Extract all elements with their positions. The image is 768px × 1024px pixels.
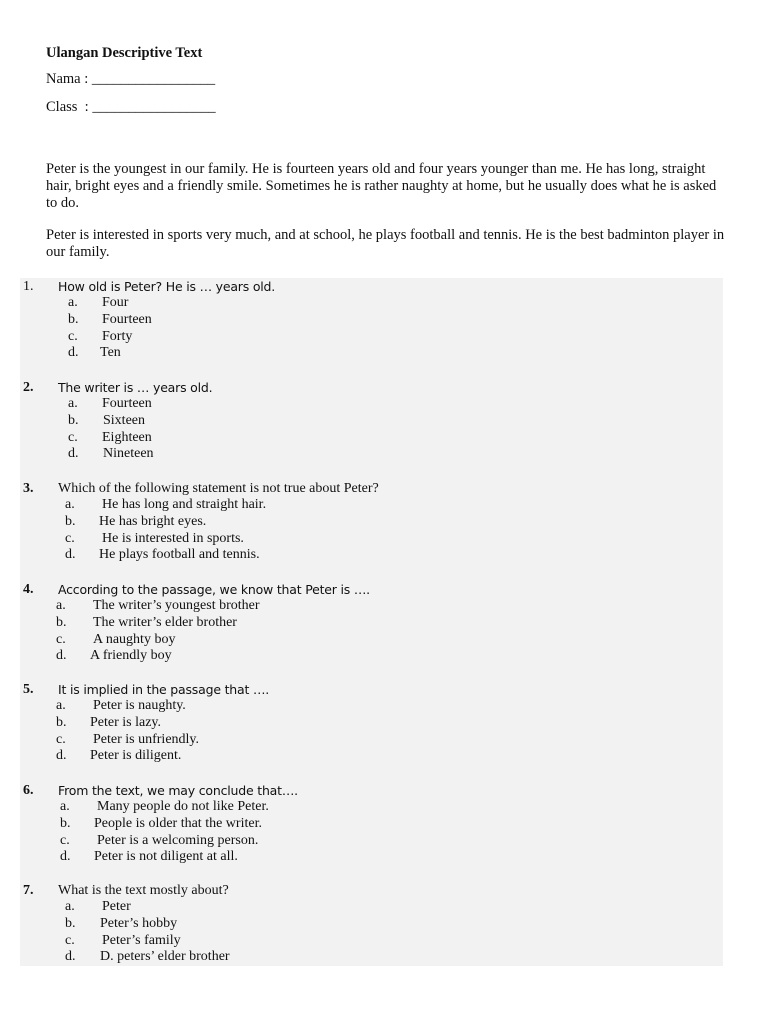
option-letter: b. bbox=[65, 513, 76, 529]
option-text: He has long and straight hair. bbox=[102, 497, 267, 512]
worksheet-title: Ulangan Descriptive Text bbox=[46, 45, 203, 61]
option-text: He plays football and tennis. bbox=[99, 547, 260, 563]
option-text: Many people do not like Peter. bbox=[97, 799, 269, 814]
option-text: Nineteen bbox=[103, 446, 154, 462]
question-text: The writer is … years old. bbox=[58, 380, 213, 395]
option-letter: d. bbox=[56, 648, 67, 664]
question-number: 6. bbox=[23, 783, 34, 798]
question-text: It is implied in the passage that …. bbox=[58, 682, 270, 697]
option-text: Peter is lazy. bbox=[90, 714, 162, 730]
option-text: Eighteen bbox=[102, 429, 152, 445]
reading-passage bbox=[46, 161, 726, 277]
passage-paragraph-1: Peter is the youngest in our family. He is fourteen years old and four years younger than me. He has long, straight hair, bright eyes and a friendly smile. Sometimes he is rather naughty at home, but he usually does what he is asked to do. bbox=[46, 161, 717, 211]
option-text: Peter is unfriendly. bbox=[93, 731, 200, 747]
option-text: Peter is naughty. bbox=[93, 698, 186, 713]
option-letter: c. bbox=[56, 631, 66, 647]
option-letter: a. bbox=[65, 899, 75, 914]
question-number: 5. bbox=[23, 682, 34, 697]
option-text: Peter’s hobby bbox=[100, 915, 178, 931]
option-text: Fourteen bbox=[102, 396, 152, 411]
option-text: Sixteen bbox=[103, 412, 145, 428]
option-text: Peter is a welcoming person. bbox=[97, 832, 259, 848]
option-letter: d. bbox=[60, 849, 71, 865]
question-5 bbox=[20, 681, 723, 765]
question-6 bbox=[20, 782, 723, 866]
question-number: 1. bbox=[23, 279, 34, 294]
option-letter: d. bbox=[56, 748, 67, 764]
option-text: Fourteen bbox=[102, 311, 152, 327]
option-letter: b. bbox=[60, 815, 71, 831]
option-text: Four bbox=[102, 295, 129, 310]
option-text: Peter’s family bbox=[102, 932, 181, 948]
class-field: Class : _________________ bbox=[46, 99, 216, 115]
question-2 bbox=[20, 379, 723, 463]
question-number: 3. bbox=[23, 481, 34, 496]
option-letter: d. bbox=[68, 446, 79, 462]
question-text: How old is Peter? He is … years old. bbox=[58, 279, 276, 294]
option-letter: d. bbox=[65, 949, 76, 965]
option-letter: c. bbox=[65, 530, 75, 546]
option-letter: b. bbox=[56, 714, 67, 730]
option-letter: a. bbox=[65, 497, 75, 512]
question-number: 7. bbox=[23, 883, 34, 898]
question-4 bbox=[20, 581, 723, 665]
option-text: Forty bbox=[102, 328, 133, 344]
option-letter: b. bbox=[68, 311, 79, 327]
passage-paragraph-2: Peter is interested in sports very much, and at school, he plays football and tennis. He is the best badminton player in our family. bbox=[46, 227, 725, 261]
option-text: A naughty boy bbox=[93, 631, 176, 647]
worksheet-header bbox=[46, 43, 216, 119]
option-letter: c. bbox=[68, 328, 78, 344]
question-text: According to the passage, we know that Peter is …. bbox=[58, 582, 370, 597]
option-text: Peter is diligent. bbox=[90, 748, 182, 764]
option-text: He has bright eyes. bbox=[99, 513, 207, 529]
option-letter: b. bbox=[65, 915, 76, 931]
option-text: A friendly boy bbox=[90, 648, 172, 664]
option-letter: d. bbox=[65, 547, 76, 563]
question-7 bbox=[20, 882, 723, 966]
option-letter: d. bbox=[68, 345, 79, 361]
option-text: The writer’s youngest brother bbox=[93, 598, 260, 613]
option-text: Peter bbox=[102, 899, 131, 914]
question-text: What is the text mostly about? bbox=[58, 883, 229, 898]
question-1 bbox=[20, 278, 723, 362]
option-letter: a. bbox=[68, 396, 78, 411]
question-list bbox=[20, 278, 723, 966]
option-letter: c. bbox=[60, 832, 70, 848]
option-letter: b. bbox=[56, 614, 67, 630]
option-text: Peter is not diligent at all. bbox=[94, 849, 238, 865]
question-text: Which of the following statement is not true about Peter? bbox=[58, 481, 379, 496]
name-field: Nama : _________________ bbox=[46, 71, 216, 87]
question-text: From the text, we may conclude that…. bbox=[58, 783, 298, 798]
option-text: The writer’s elder brother bbox=[93, 614, 237, 630]
option-letter: c. bbox=[56, 731, 66, 747]
question-3 bbox=[20, 480, 723, 564]
question-number: 2. bbox=[23, 380, 34, 395]
option-letter: c. bbox=[65, 932, 75, 948]
option-text: He is interested in sports. bbox=[102, 530, 244, 546]
option-letter: c. bbox=[68, 429, 78, 445]
option-text: D. peters’ elder brother bbox=[100, 949, 230, 965]
option-letter: b. bbox=[68, 412, 79, 428]
option-letter: a. bbox=[56, 698, 66, 713]
option-letter: a. bbox=[60, 799, 70, 814]
option-text: Ten bbox=[100, 345, 121, 361]
question-number: 4. bbox=[23, 582, 34, 597]
option-letter: a. bbox=[68, 295, 78, 310]
option-letter: a. bbox=[56, 598, 66, 613]
option-text: People is older that the writer. bbox=[94, 815, 262, 831]
